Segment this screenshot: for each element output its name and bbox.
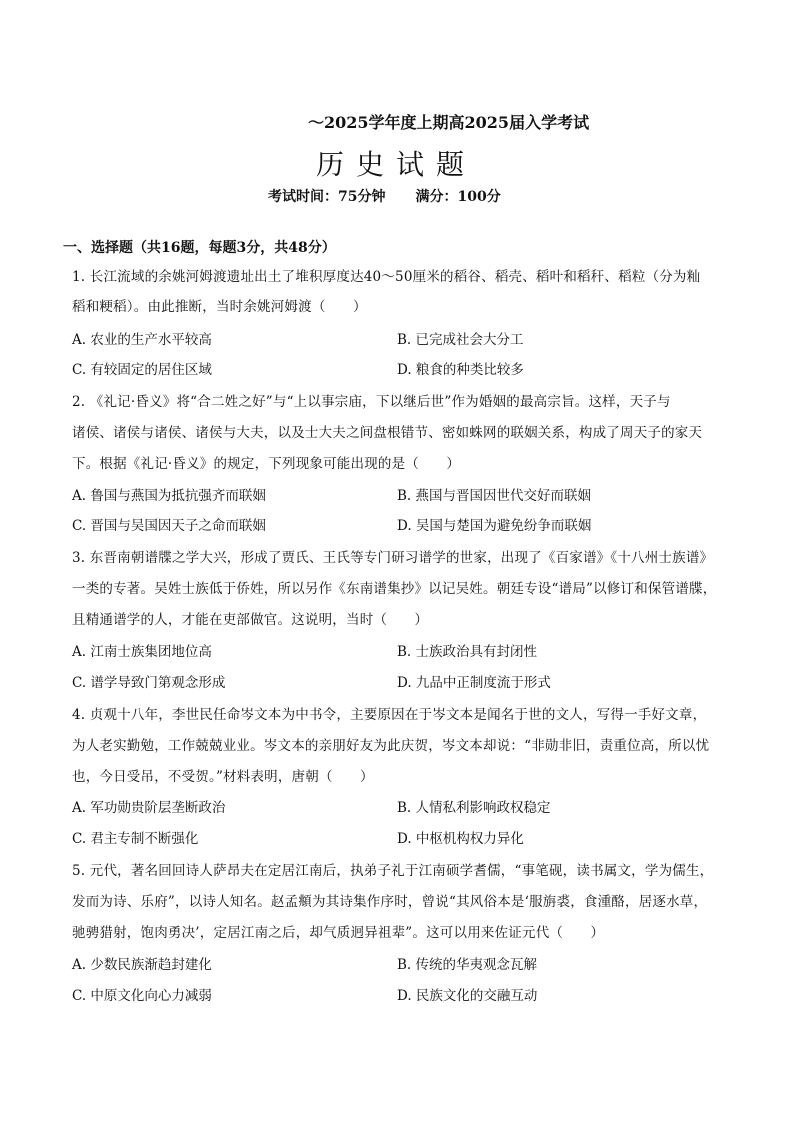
q4-option-c: C. 君主专制不断强化 (72, 831, 199, 847)
q5-option-a: A. 少数民族渐趋封建化 (72, 957, 212, 973)
q4-stem-line-1: 4. 贞观十八年，李世民任命岑文本为中书令，主要原因在于岑文本是闻名于世的文人，写得一手好文章， (72, 707, 707, 723)
q4-option-a: A. 军功勋贵阶层垄断政治 (72, 800, 226, 816)
q2-stem-line-1: 2. 《礼记·昏义》将“合二姓之好”与“上以事宗庙，下以继后世”作为婚姻的最高宗旨。这样，天子与 (72, 394, 671, 410)
q1-option-a: A. 农业的生产水平较高 (72, 332, 212, 348)
exam-header-line: ～2025学年度上期高2025届入学考试 (308, 113, 590, 132)
q5-option-d: D. 民族文化的交融互动 (397, 988, 538, 1004)
q2-stem-line-2: 诸侯、诸侯与诸侯、诸侯与大夫，以及士大夫之间盘根错节、密如蛛网的联姻关系，构成了周天子的家天 (72, 425, 703, 441)
q2-option-b: B. 燕国与晋国因世代交好而联姻 (397, 488, 592, 504)
q5-stem-line-1: 5. 元代，著名回回诗人萨昂夫在定居江南后，执弟子礼于江南硕学耆儒，“事笔砚，读书属文，学为儒生， (72, 863, 714, 879)
q5-stem-line-2: 发而为诗、乐府”，以诗人知名。赵孟頫为其诗集作序时，曾说“其风俗本是‘服旃裘，食湩酪，居逐水草， (72, 894, 708, 910)
q4-option-d: D. 中枢机构权力异化 (397, 831, 524, 847)
q5-option-c: C. 中原文化向心力减弱 (72, 988, 212, 1004)
section-title: 一、选择题（共16题，每题3分，共48分） (63, 240, 336, 256)
q1-stem-line-2: 稻和粳稻）。由此推断，当时余姚河姆渡（ ） (72, 299, 367, 315)
exam-full-score: 满分：100分 (415, 189, 501, 205)
q2-option-c: C. 晋国与吴国因天子之命而联姻 (72, 518, 266, 534)
q1-option-d: D. 粮食的种类比较多 (397, 362, 524, 378)
q3-option-c: C. 谱学导致门第观念形成 (72, 675, 226, 691)
q4-stem-line-2: 为人老实勤勉，工作兢兢业业。岑文本的亲朋好友为此庆贺，岑文本却说：“非勋非旧，责重位高，所以忧 (72, 738, 710, 754)
q3-option-d: D. 九品中正制度流于形式 (397, 675, 551, 691)
exam-info (268, 186, 501, 206)
q3-stem-line-2: 一类的专著。吴姓士族低于侨姓，所以另作《东南谱集抄》以记吴姓。朝廷专设“谱局”以修订和保管谱牒， (72, 581, 717, 597)
q4-option-b: B. 人情私利影响政权稳定 (397, 800, 551, 816)
q2-stem-line-3: 下。根据《礼记·昏义》的规定，下列现象可能出现的是（ ） (72, 456, 461, 472)
q3-option-b: B. 士族政治具有封闭性 (397, 644, 538, 660)
exam-time: 考试时间：75分钟 (268, 189, 386, 205)
q1-stem-line-1: 1. 长江流域的余姚河姆渡遗址出土了堆积厚度达40～50厘米的稻谷、稻壳、稻叶和稻秆、稻粒（分为籼 (72, 269, 701, 285)
q5-stem-line-3: 驰骋猎射，饱肉勇决’，定居江南之后，却气质迥异祖辈”。这可以用来佐证元代（ ） (72, 925, 605, 941)
q4-stem-line-3: 也，今日受吊，不受贺。”材料表明，唐朝（ ） (72, 769, 374, 785)
q2-option-a: A. 鲁国与燕国为抵抗强齐而联姻 (72, 488, 266, 504)
q1-option-b: B. 已完成社会大分工 (397, 332, 524, 348)
q3-option-a: A. 江南士族集团地位高 (72, 644, 212, 660)
q5-option-b: B. 传统的华夷观念瓦解 (397, 957, 538, 973)
q1-option-c: C. 有较固定的居住区域 (72, 362, 212, 378)
q2-option-d: D. 吴国与楚国为避免纷争而联姻 (397, 518, 592, 534)
q3-stem-line-1: 3. 东晋南朝谱牒之学大兴，形成了贾氏、王氏等专门研习谱学的世家，出现了《百家谱》《十八州士族谱》 (72, 550, 714, 566)
subject-title: 历史试题 (316, 148, 477, 181)
q3-stem-line-3: 且精通谱学的人，才能在吏部做官。这说明，当时（ ） (72, 612, 429, 628)
